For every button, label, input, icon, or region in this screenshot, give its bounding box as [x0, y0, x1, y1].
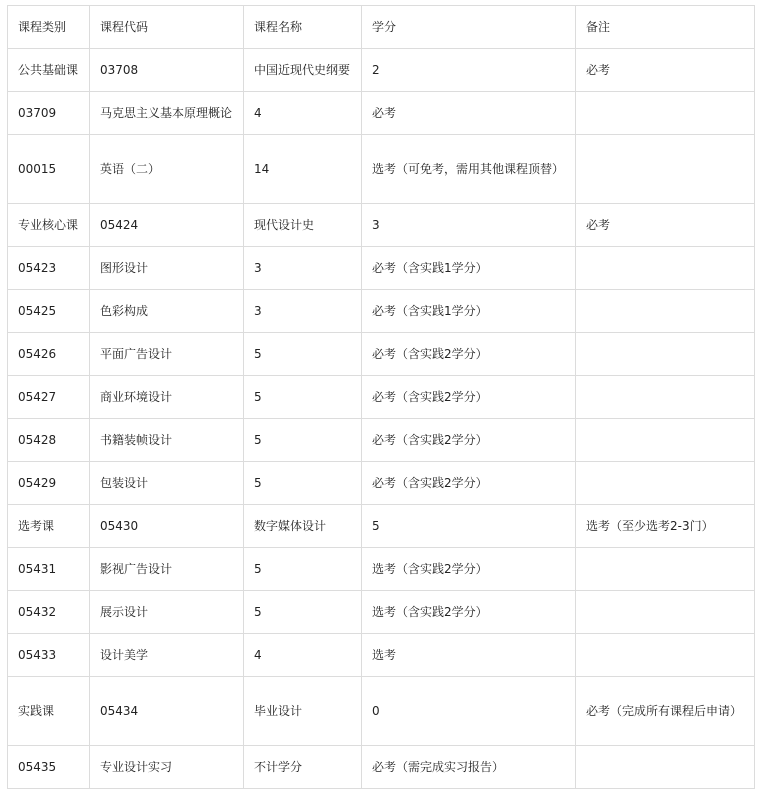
table-cell: 00015 [8, 135, 90, 204]
table-cell: 必考（完成所有课程后申请） [576, 677, 755, 746]
table-cell: 色彩构成 [90, 290, 244, 333]
table-cell: 5 [244, 462, 362, 505]
table-cell: 专业设计实习 [90, 746, 244, 789]
table-cell: 设计美学 [90, 634, 244, 677]
table-cell: 5 [244, 333, 362, 376]
table-cell: 展示设计 [90, 591, 244, 634]
header-cell-remark: 备注 [576, 6, 755, 49]
table-cell: 平面广告设计 [90, 333, 244, 376]
table-cell: 05432 [8, 591, 90, 634]
table-cell: 03708 [90, 49, 244, 92]
table-row [8, 290, 755, 333]
table-cell: 中国近现代史纲要 [244, 49, 362, 92]
table-cell: 选考（至少选考2-3门） [576, 505, 755, 548]
table-cell: 必考（含实践2学分） [362, 333, 576, 376]
table-cell: 5 [244, 591, 362, 634]
table-row [8, 548, 755, 591]
table-cell: 05425 [8, 290, 90, 333]
table-row [8, 333, 755, 376]
table-row [8, 49, 755, 92]
table-cell: 14 [244, 135, 362, 204]
table-cell: 0 [362, 677, 576, 746]
table-cell [576, 419, 755, 462]
table-cell [576, 376, 755, 419]
table-cell: 05433 [8, 634, 90, 677]
table-cell: 专业核心课 [8, 204, 90, 247]
header-cell-code: 课程代码 [90, 6, 244, 49]
table-cell: 4 [244, 634, 362, 677]
table-cell: 必考 [576, 204, 755, 247]
header-row [8, 6, 755, 49]
table-cell: 英语（二） [90, 135, 244, 204]
table-cell [576, 247, 755, 290]
course-table [7, 5, 755, 789]
table-cell: 5 [244, 419, 362, 462]
table-cell: 05431 [8, 548, 90, 591]
table-cell: 必考（含实践2学分） [362, 419, 576, 462]
table-cell: 必考（含实践2学分） [362, 462, 576, 505]
table-cell: 05426 [8, 333, 90, 376]
header-cell-credit: 学分 [362, 6, 576, 49]
table-cell: 马克思主义基本原理概论 [90, 92, 244, 135]
table-cell: 商业环境设计 [90, 376, 244, 419]
table-cell: 必考（需完成实习报告） [362, 746, 576, 789]
table-cell: 5 [244, 548, 362, 591]
table-row [8, 746, 755, 789]
table-cell: 05428 [8, 419, 90, 462]
table-cell: 实践课 [8, 677, 90, 746]
header-cell-category: 课程类别 [8, 6, 90, 49]
table-row [8, 204, 755, 247]
table-row [8, 591, 755, 634]
table-cell: 现代设计史 [244, 204, 362, 247]
table-row [8, 677, 755, 746]
table-row [8, 462, 755, 505]
table-cell: 选考 [362, 634, 576, 677]
table-cell: 05434 [90, 677, 244, 746]
table-cell: 3 [362, 204, 576, 247]
table-cell: 5 [362, 505, 576, 548]
table-cell: 05429 [8, 462, 90, 505]
table-row [8, 419, 755, 462]
table-cell: 05435 [8, 746, 90, 789]
table-cell: 书籍装帧设计 [90, 419, 244, 462]
table-cell: 必考 [576, 49, 755, 92]
table-row [8, 247, 755, 290]
table-cell: 影视广告设计 [90, 548, 244, 591]
table-cell: 选考（含实践2学分） [362, 548, 576, 591]
table-cell: 选考（含实践2学分） [362, 591, 576, 634]
table-cell: 必考（含实践2学分） [362, 376, 576, 419]
table-cell: 05423 [8, 247, 90, 290]
table-cell [576, 333, 755, 376]
table-cell [576, 92, 755, 135]
table-cell [576, 135, 755, 204]
table-row [8, 92, 755, 135]
table-cell: 05430 [90, 505, 244, 548]
table-cell: 毕业设计 [244, 677, 362, 746]
table-row [8, 376, 755, 419]
table-row [8, 634, 755, 677]
table-cell: 必考 [362, 92, 576, 135]
table-cell [576, 548, 755, 591]
table-cell [576, 591, 755, 634]
header-cell-name: 课程名称 [244, 6, 362, 49]
table-cell: 必考（含实践1学分） [362, 290, 576, 333]
table-cell: 5 [244, 376, 362, 419]
table-cell [576, 462, 755, 505]
table-cell: 图形设计 [90, 247, 244, 290]
table-cell [576, 290, 755, 333]
table-cell [576, 634, 755, 677]
table-cell: 05427 [8, 376, 90, 419]
table-cell: 3 [244, 247, 362, 290]
table-cell: 包装设计 [90, 462, 244, 505]
table-cell: 2 [362, 49, 576, 92]
table-row [8, 505, 755, 548]
table-cell [576, 746, 755, 789]
table-cell: 4 [244, 92, 362, 135]
table-cell: 05424 [90, 204, 244, 247]
table-cell: 不计学分 [244, 746, 362, 789]
table-cell: 选考课 [8, 505, 90, 548]
table-cell: 公共基础课 [8, 49, 90, 92]
table-cell: 必考（含实践1学分） [362, 247, 576, 290]
table-cell: 选考（可免考，需用其他课程顶替） [362, 135, 576, 204]
table-cell: 数字媒体设计 [244, 505, 362, 548]
table-cell: 3 [244, 290, 362, 333]
table-cell: 03709 [8, 92, 90, 135]
table-row [8, 135, 755, 204]
